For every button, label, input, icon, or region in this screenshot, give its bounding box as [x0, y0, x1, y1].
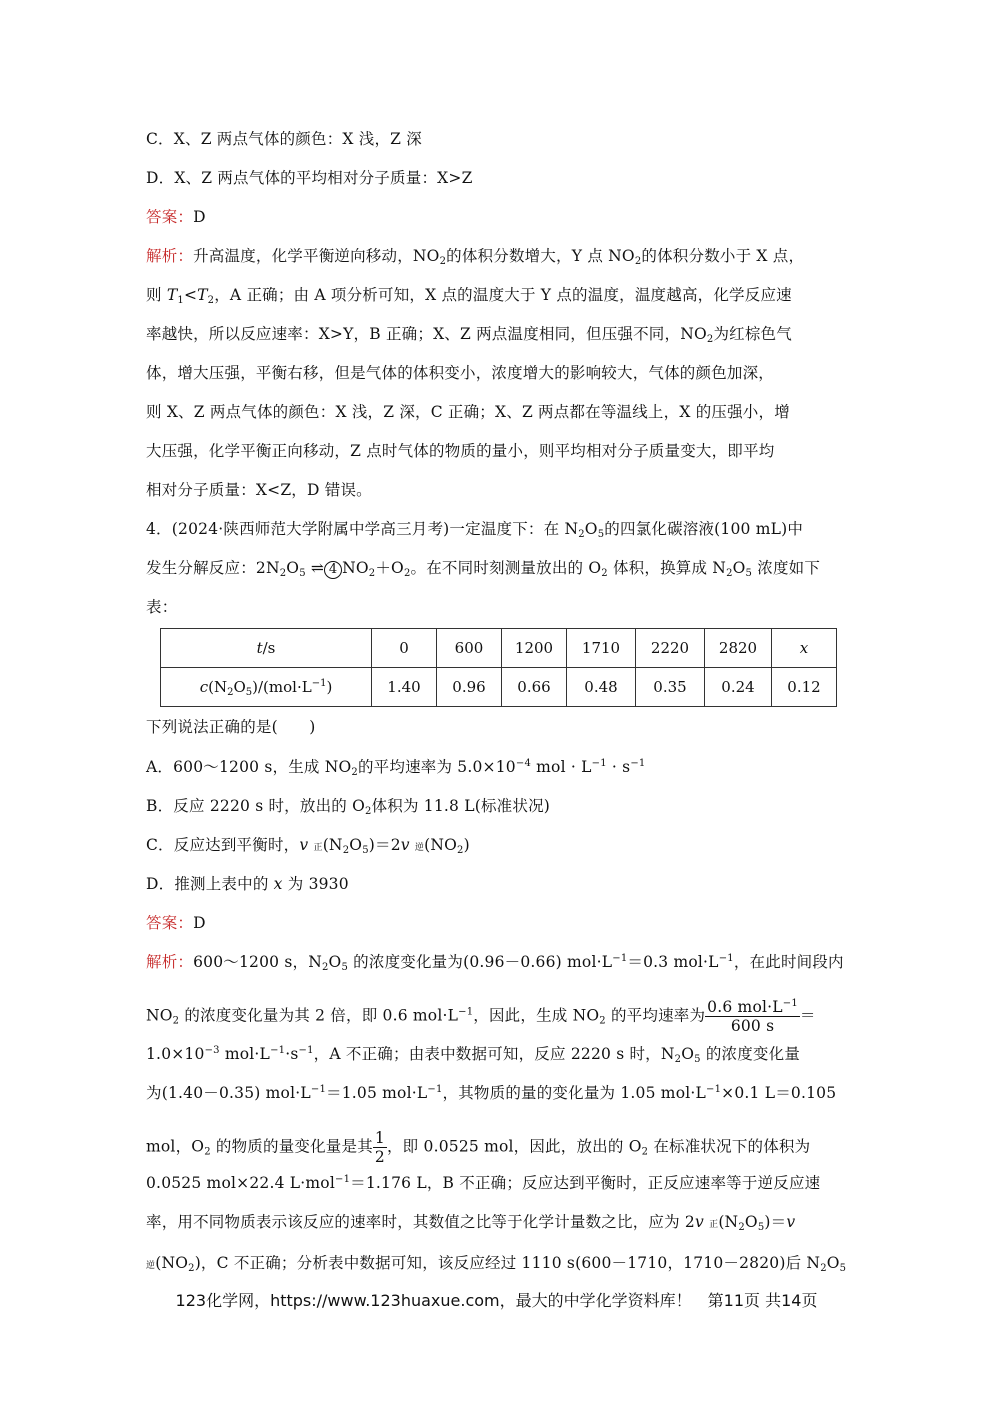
q3-answer: 答案：D [146, 208, 206, 226]
q4-option-d: D．推测上表中的 x 为 3930 [146, 875, 349, 893]
rate-fraction: $\frac{0.6 mol\cdot L^{-1}}{600 s}$ [707, 998, 798, 1035]
q3-option-d: D．X、Z 两点气体的平均相对分子质量：X>Z [146, 169, 473, 187]
q3-option-c: C．X、Z 两点气体的颜色：X 浅，Z 深 [146, 130, 422, 148]
table-cell: 0.35 [636, 668, 705, 707]
table-row: t/s 0 600 1200 1710 2220 2820 x [161, 629, 837, 668]
circled-coefficient: 4 [324, 561, 342, 579]
table-cell: 0.66 [502, 668, 567, 707]
q4-option-a: A．600～1200 s，生成 $NO_2$的平均速率为 $5.0\times 10^{-4}$ mol · $L^{-1} \cdot s^{-1}$ [146, 758, 646, 778]
table-cell: 0.96 [437, 668, 502, 707]
table-row: $c(N_2O_5)/(mol\cdot L^{-1})$ 1.40 0.96 0.66 0.48 0.35 0.24 0.12 [161, 668, 837, 707]
table-cell: 1.40 [372, 668, 437, 707]
table-cell: 600 [437, 629, 502, 668]
equilibrium-arrow-icon: ⇌ [310, 559, 325, 577]
table-cell: x [772, 629, 837, 668]
table-cell: 1710 [567, 629, 636, 668]
table-cell: 0.24 [705, 668, 772, 707]
table-cell: 1200 [502, 629, 567, 668]
table-cell: 0.12 [772, 668, 837, 707]
page-footer: 123化学网，https://www.123huaxue.com，最大的中学化学资料库！ 第11页 共14页 [175, 1291, 818, 1310]
table-cell: 0 [372, 629, 437, 668]
q4-prompt: 下列说法正确的是( ) [146, 718, 316, 736]
table-cell: 2220 [636, 629, 705, 668]
data-table [160, 628, 837, 707]
q4-option-b: B．反应 2220 s 时，放出的 $O_2$体积为 11.8 L(标准状况) [146, 797, 551, 817]
table-cell: 2820 [705, 629, 772, 668]
q4-option-c: C．反应达到平衡时，v 正$(N_2O_5)=2v$ 逆$(NO_2)$ [146, 836, 470, 856]
half-fraction: $\frac{1}{2}$ [374, 1129, 385, 1166]
q4-answer: 答案：D [146, 914, 206, 932]
table-cell: 0.48 [567, 668, 636, 707]
